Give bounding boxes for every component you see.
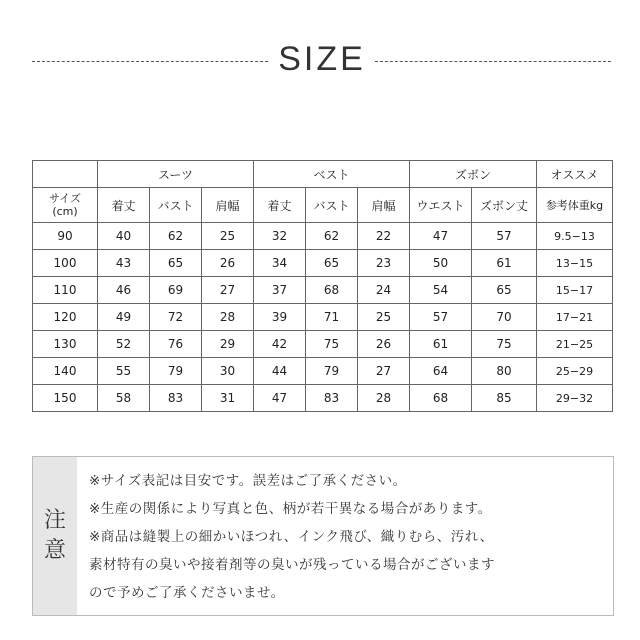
table-row: [33, 385, 613, 412]
table-cell: 55: [98, 358, 150, 385]
table-cell: 61: [472, 250, 537, 277]
column-header: 参考体重kg: [537, 188, 613, 223]
table-cell: 37: [254, 277, 306, 304]
notes-label-char: 注: [43, 508, 66, 533]
column-header: 着丈: [254, 188, 306, 223]
column-header: ズボン丈: [472, 188, 537, 223]
group-vest: ベスト: [254, 161, 410, 188]
size-rows: [33, 223, 613, 412]
table-cell: 40: [98, 223, 150, 250]
note-line: ※サイズ表記は目安です。誤差はご了承ください。: [89, 473, 407, 489]
table-row: [33, 331, 613, 358]
table-cell: 70: [472, 304, 537, 331]
size-cell: 130: [33, 331, 98, 358]
table-cell: 72: [150, 304, 202, 331]
table-cell: 68: [410, 385, 472, 412]
size-cell: 120: [33, 304, 98, 331]
table-cell: 62: [150, 223, 202, 250]
table-cell: 65: [306, 250, 358, 277]
table-row: [33, 304, 613, 331]
table-cell: 57: [472, 223, 537, 250]
group-suit: スーツ: [98, 161, 254, 188]
table-cell: 61: [410, 331, 472, 358]
column-header: 着丈: [98, 188, 150, 223]
column-header: 肩幅: [358, 188, 410, 223]
size-cell: 150: [33, 385, 98, 412]
table-cell: 58: [98, 385, 150, 412]
column-header: バスト: [150, 188, 202, 223]
table-cell: 9.5−13: [537, 223, 613, 250]
table-cell: 52: [98, 331, 150, 358]
table-cell: 71: [306, 304, 358, 331]
notes-label: [33, 457, 77, 615]
page-title: SIZE: [278, 40, 366, 78]
table-cell: 28: [202, 304, 254, 331]
table-cell: 28: [358, 385, 410, 412]
notes-body: [89, 467, 609, 607]
page-header: [0, 40, 640, 84]
table-cell: 69: [150, 277, 202, 304]
note-line: ※商品は縫製上の細かいほつれ、インク飛び、織りむら、汚れ、: [89, 529, 494, 545]
table-cell: 27: [202, 277, 254, 304]
table-cell: 62: [306, 223, 358, 250]
table-cell: 76: [150, 331, 202, 358]
table-cell: 85: [472, 385, 537, 412]
table-cell: 75: [472, 331, 537, 358]
corner-cell: [33, 161, 98, 188]
table-cell: 25: [358, 304, 410, 331]
table-cell: 34: [254, 250, 306, 277]
table-cell: 83: [306, 385, 358, 412]
size-cell: 140: [33, 358, 98, 385]
table-cell: 13−15: [537, 250, 613, 277]
table-cell: 47: [410, 223, 472, 250]
dashed-divider-left: [32, 61, 268, 62]
column-header: バスト: [306, 188, 358, 223]
table-cell: 49: [98, 304, 150, 331]
table-cell: 65: [472, 277, 537, 304]
table-cell: 25: [202, 223, 254, 250]
size-column-header: [33, 188, 98, 223]
table-cell: 57: [410, 304, 472, 331]
table-cell: 26: [202, 250, 254, 277]
table-cell: 68: [306, 277, 358, 304]
table-cell: 25−29: [537, 358, 613, 385]
note-line: 素材特有の臭いや接着剤等の臭いが残っている場合がございます: [89, 557, 495, 573]
column-header-row: [33, 188, 613, 223]
table-cell: 17−21: [537, 304, 613, 331]
table-cell: 65: [150, 250, 202, 277]
table-cell: 80: [472, 358, 537, 385]
table-cell: 31: [202, 385, 254, 412]
table-cell: 43: [98, 250, 150, 277]
size-unit: (cm): [52, 205, 78, 218]
table-cell: 54: [410, 277, 472, 304]
group-recommend: オススメ: [537, 161, 613, 188]
table-cell: 64: [410, 358, 472, 385]
note-line: ので予めご了承くださいませ。: [89, 585, 285, 601]
note-line: ※生産の関係により写真と色、柄が若干異なる場合があります。: [89, 501, 492, 517]
size-cell: 100: [33, 250, 98, 277]
table-cell: 47: [254, 385, 306, 412]
table-cell: 50: [410, 250, 472, 277]
table-cell: 79: [306, 358, 358, 385]
table-cell: 29−32: [537, 385, 613, 412]
table-cell: 15−17: [537, 277, 613, 304]
table-row: [33, 277, 613, 304]
table-cell: 24: [358, 277, 410, 304]
table-row: [33, 250, 613, 277]
dashed-divider-right: [375, 61, 611, 62]
notes-label-char: 意: [43, 538, 66, 563]
table-row: [33, 223, 613, 250]
table-cell: 46: [98, 277, 150, 304]
table-cell: 39: [254, 304, 306, 331]
table-cell: 27: [358, 358, 410, 385]
size-table: [32, 160, 613, 412]
table-cell: 30: [202, 358, 254, 385]
table-cell: 21−25: [537, 331, 613, 358]
column-header: ウエスト: [410, 188, 472, 223]
size-cell: 110: [33, 277, 98, 304]
group-header-row: [33, 161, 613, 188]
table-cell: 26: [358, 331, 410, 358]
table-row: [33, 358, 613, 385]
group-pants: ズボン: [410, 161, 537, 188]
table-cell: 83: [150, 385, 202, 412]
size-label: サイズ: [48, 192, 82, 205]
table-cell: 42: [254, 331, 306, 358]
table-cell: 75: [306, 331, 358, 358]
table-cell: 44: [254, 358, 306, 385]
size-cell: 90: [33, 223, 98, 250]
table-cell: 32: [254, 223, 306, 250]
table-cell: 22: [358, 223, 410, 250]
table-cell: 79: [150, 358, 202, 385]
column-header: 肩幅: [202, 188, 254, 223]
table-cell: 29: [202, 331, 254, 358]
notes-box: [32, 456, 614, 616]
table-cell: 23: [358, 250, 410, 277]
